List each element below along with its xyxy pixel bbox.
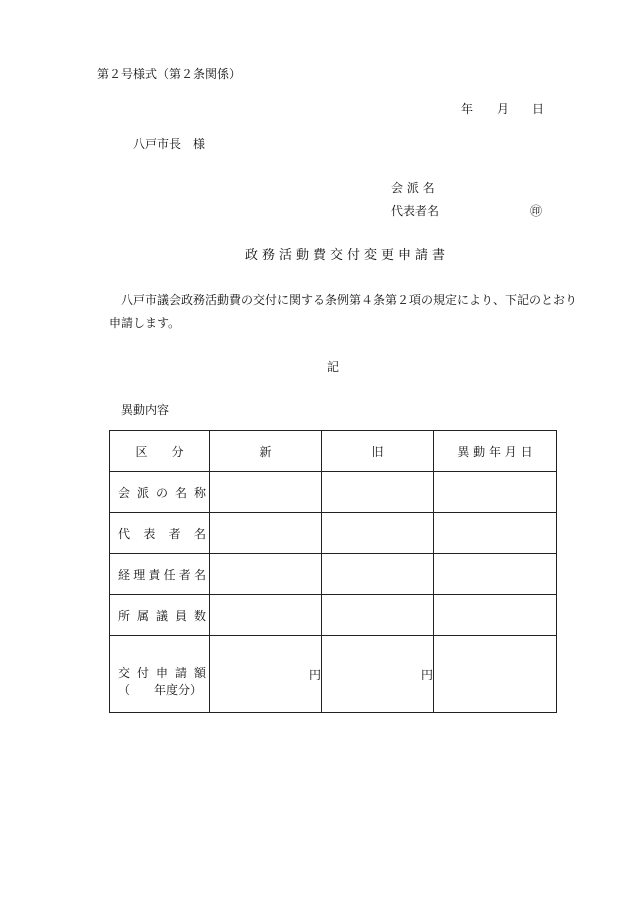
date-month: 月 — [497, 102, 510, 116]
cell-new-yen: 円 — [210, 636, 322, 713]
table-header-row — [110, 431, 557, 472]
cell-change-date — [434, 595, 557, 636]
representative-label: 代表者名 — [391, 204, 440, 218]
row-label-grant-amount: 交 付 申 請 額 （ 年度分） — [110, 636, 210, 713]
header-category: 区 分 — [110, 431, 210, 472]
table-row — [110, 513, 557, 554]
table-row — [110, 472, 557, 513]
header-new: 新 — [210, 431, 322, 472]
table-row — [110, 554, 557, 595]
header-old: 旧 — [322, 431, 434, 472]
faction-name-label: 会 派 名 — [391, 181, 435, 195]
seal-mark: ㊞ — [530, 204, 543, 218]
body-text-line2: 申請します。 — [109, 316, 181, 330]
cell-new — [210, 472, 322, 513]
row-label-faction-name: 会 派 の 名 称 — [110, 472, 210, 513]
row-label-member-count: 所 属 議 員 数 — [110, 595, 210, 636]
cell-change-date — [434, 472, 557, 513]
change-details-table — [109, 430, 557, 713]
row-label-representative: 代 表 者 名 — [110, 513, 210, 554]
ki-heading: 記 — [327, 360, 340, 374]
date-day: 日 — [532, 102, 545, 116]
cell-new — [210, 554, 322, 595]
cell-change-date — [434, 554, 557, 595]
table-row-grant-amount — [110, 636, 557, 713]
cell-old — [322, 595, 434, 636]
cell-change-date — [434, 513, 557, 554]
addressee: 八戸市長 様 — [133, 137, 206, 151]
table-row — [110, 595, 557, 636]
cell-old-yen: 円 — [322, 636, 434, 713]
cell-old — [322, 472, 434, 513]
form-number: 第２号様式（第２条関係） — [97, 67, 242, 81]
cell-new — [210, 595, 322, 636]
cell-old — [322, 554, 434, 595]
cell-old — [322, 513, 434, 554]
fiscal-year-note: （ 年度分） — [118, 683, 203, 697]
document-title: 政務活動費交付変更申請書 — [245, 248, 450, 263]
date-year: 年 — [461, 102, 474, 116]
row-label-accounting-officer: 経 理 責 任 者 名 — [110, 554, 210, 595]
header-change-date: 異 動 年 月 日 — [434, 431, 557, 472]
cell-change-date — [434, 636, 557, 713]
body-text-line1: 八戸市議会政務活動費の交付に関する条例第４条第２項の規定により、下記のとおり — [121, 293, 578, 307]
section-label: 異動内容 — [121, 403, 170, 417]
cell-new — [210, 513, 322, 554]
